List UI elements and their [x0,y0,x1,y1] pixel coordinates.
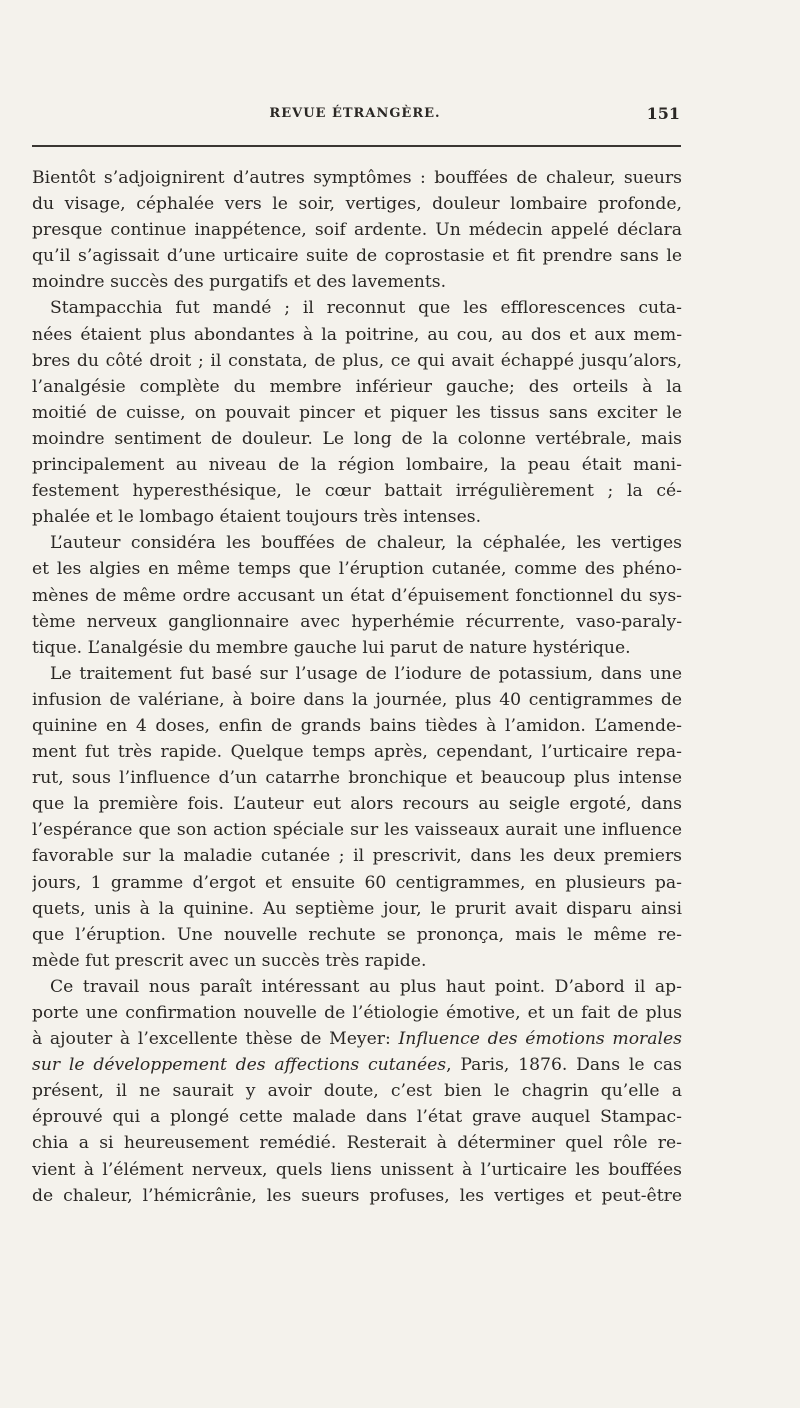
text-line: Bientôt s’adjoignirent d’autres symptômes : bouffées de chaleur, sueurs [32,168,682,188]
paragraph-5 [32,974,682,1209]
text-line: que la première fois. L’auteur eut alors recours au seigle ergoté, dans [32,794,682,815]
text-line: vient à l’élément nerveux, quels liens unissent à l’urticaire les bouffées [32,1159,682,1180]
text-fragment: , Paris, 1876. Dans le cas [446,1055,682,1076]
text-line: de chaleur, l’hémicrânie, les sueurs profuses, les vertiges et peut-être [32,1185,682,1206]
text-line: festement hyperesthésique, le cœur battait irrégulièrement ; la cé- [32,481,682,502]
paragraph-1 [32,165,682,295]
text-line: moitié de cuisse, on pouvait pincer et piquer les tissus sans exciter le [32,402,682,423]
text-line: infusion de valériane, à boire dans la journée, plus 40 centigrammes de [32,689,682,710]
text-line: qu’il s’agissait d’une urticaire suite de coprostasie et fit prendre sans le [32,246,682,267]
text-line: bres du côté droit ; il constata, de plus, ce qui avait échappé jusqu’alors, [32,350,682,371]
text-line: rut, sous l’influence d’un catarrhe bronchique et beaucoup plus intense [32,768,682,789]
text-line: favorable sur la maladie cutanée ; il prescrivit, dans les deux premiers [32,846,682,867]
text-line: principalement au niveau de la région lombaire, la peau était mani- [32,455,682,476]
text-line: tème nerveux ganglionnaire avec hyperhémie récurrente, vaso-paraly- [32,611,682,632]
text-line: phalée et le lombago étaient toujours très intenses. [32,507,482,528]
text-line: l’analgésie complète du membre inférieur gauche; des orteils à la [32,376,682,397]
text-line [32,1026,682,1052]
text-line: jours, 1 gramme d’ergot et ensuite 60 centigrammes, en plusieurs pa- [32,872,682,893]
cited-title: Influence des émotions morales [398,1029,682,1050]
text-line: du visage, céphalée vers le soir, vertiges, douleur lombaire profonde, [32,194,682,215]
text-line: que l’éruption. Une nouvelle rechute se prononça, mais le même re- [32,924,682,945]
paragraph-2 [32,295,682,530]
text-line: ment fut très rapide. Quelque temps après, cependant, l’urticaire repa- [32,742,682,763]
text-line: et les algies en même temps que l’éruption cutanée, comme des phéno- [32,559,682,580]
paragraph-4 [32,661,682,974]
text-line: presque continue inappétence, soif ardente. Un médecin appelé déclara [32,220,682,241]
text-line: tique. L’analgésie du membre gauche lui parut de nature hystérique. [32,637,631,658]
text-line: porte une confirmation nouvelle de l’étiologie émotive, et un fait de plus [32,1003,682,1023]
text-line: L’auteur considéra les bouffées de chaleur, la céphalée, les vertiges [50,533,682,554]
text-line: mède fut prescrit avec un succès très rapide. [32,950,427,971]
text-line: présent, il ne saurait y avoir doute, c’est bien le chagrin qu’elle a [32,1081,682,1102]
text-line: Stampacchia fut mandé ; il reconnut que les efflorescences cuta- [50,298,682,319]
text-line: moindre sentiment de douleur. Le long de la colonne vertébrale, mais [32,428,682,449]
header-rule [32,145,681,147]
text-line: Ce travail nous paraît intéressant au plus haut point. D’abord il ap- [50,976,682,997]
text-line: nées étaient plus abondantes à la poitrine, au cou, au dos et aux mem- [32,324,682,345]
text-line: quets, unis à la quinine. Au septième jour, le prurit avait disparu ainsi [32,898,682,919]
text-line: Le traitement fut basé sur l’usage de l’iodure de potassium, dans une [50,663,682,684]
text-fragment: à ajouter à l’excellente thèse de Meyer: [32,1029,399,1050]
paragraph-3 [32,530,682,660]
text-line: quinine en 4 doses, enfin de grands bains tièdes à l’amidon. L’amende- [32,715,682,736]
body-text [32,165,682,1209]
page-header [30,106,680,130]
text-line: l’espérance que son action spéciale sur les vaisseaux aurait une influence [32,820,682,841]
page-number: 151 [646,104,680,123]
text-line: chia a si heureusement remédié. Resterait à déterminer quel rôle re- [32,1133,682,1154]
running-title: REVUE ÉTRANGÈRE. [269,106,441,121]
text-line: mènes de même ordre accusant un état d’épuisement fonctionnel du sys- [32,585,682,606]
cited-title: sur le développement des affections cutanées [32,1055,447,1076]
text-line: éprouvé qui a plongé cette malade dans l’état grave auquel Stampac- [32,1107,682,1128]
text-line [32,1052,682,1078]
text-line: moindre succès des purgatifs et des lavements. [32,272,447,293]
